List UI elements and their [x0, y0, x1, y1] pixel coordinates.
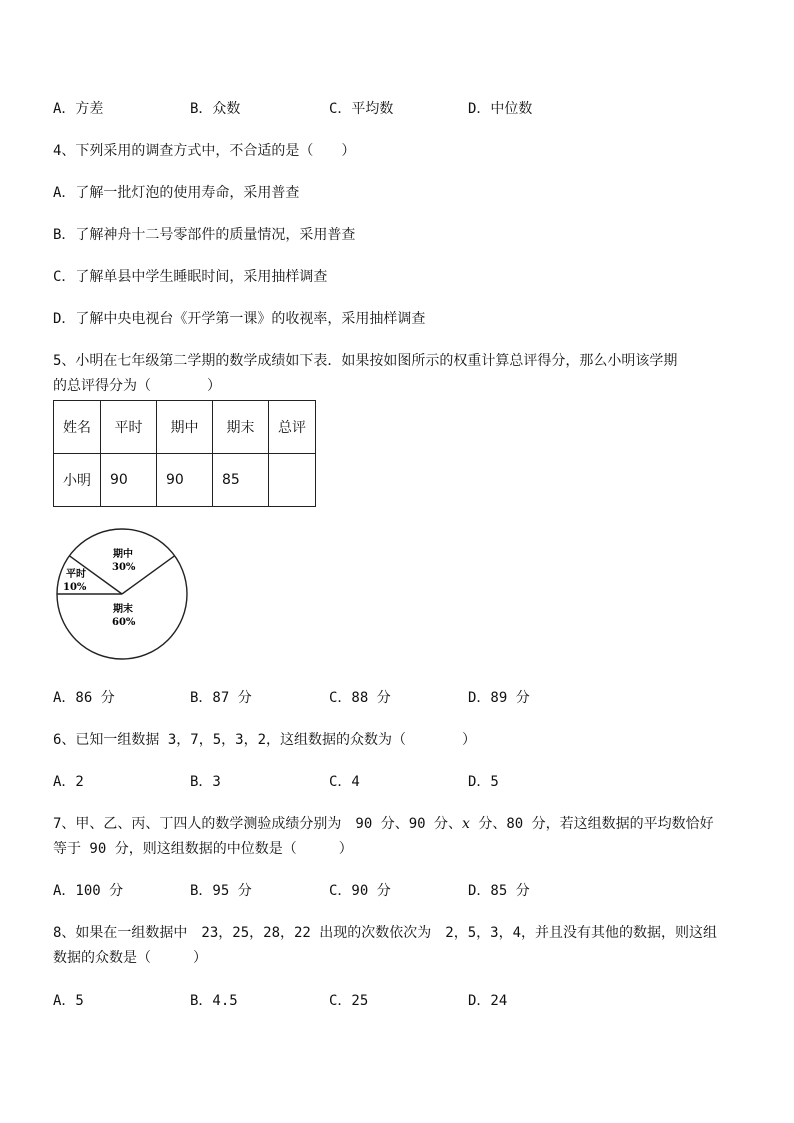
q8-stem-line1: 8、如果在一组数据中 23，25，28，22 出现的次数依次为 2，5，3，4，并且没有其他的数据，则这组 [53, 925, 717, 941]
table-cell: 小明 [54, 454, 101, 507]
q6-option-d: D．5 [468, 774, 499, 790]
q4-option-c: C．了解单县中学生睡眠时间，采用抽样调查 [53, 269, 328, 285]
q6-stem: 6、已知一组数据 3，7，5，3，2，这组数据的众数为（ ） [53, 732, 476, 748]
q5-option-a: A．86 分 [53, 690, 115, 706]
q5-option-d: D．89 分 [468, 690, 530, 706]
q4-option-d: D．了解中央电视台《开学第一课》的收视率，采用抽样调查 [53, 311, 426, 327]
q5-option-c: C．88 分 [329, 690, 391, 706]
table-header-cell: 期末 [213, 401, 269, 454]
q5-stem-line2: 的总评得分为（ ） [53, 378, 221, 394]
table-cell: 90 [157, 454, 213, 507]
q7-option-a: A．100 分 [53, 883, 124, 899]
table-header-cell: 平时 [101, 401, 157, 454]
table-row [54, 454, 316, 507]
q3-option-a: A．方差 [53, 101, 104, 117]
weight-pie-chart [55, 525, 195, 665]
q5-option-b: B．87 分 [190, 690, 252, 706]
q3-option-c: C．平均数 [329, 101, 394, 117]
q4-option-b: B．了解神舟十二号零部件的质量情况，采用普查 [53, 227, 356, 243]
q8-option-a: A．5 [53, 993, 84, 1009]
q4-option-a: A．了解一批灯泡的使用寿命，采用普查 [53, 185, 300, 201]
q3-option-b: B．众数 [190, 101, 241, 117]
table-cell: 90 [101, 454, 157, 507]
table-cell [269, 454, 316, 507]
pie-percent-qizhong: 30% [112, 562, 136, 573]
pie-label-pingshi: 平时 [66, 569, 86, 580]
q3-option-d: D．中位数 [468, 101, 533, 117]
q8-stem-line2: 数据的众数是（ ） [53, 950, 207, 966]
table-header-cell: 姓名 [54, 401, 101, 454]
q6-option-c: C．4 [329, 774, 360, 790]
pie-label-qimo: 期末 [113, 604, 133, 615]
q7-stem-pre: 7、甲、乙、丙、丁四人的数学测验成绩分别为 90 分、90 分、 [53, 816, 462, 832]
q6-option-b: B．3 [190, 774, 221, 790]
q7-option-d: D．85 分 [468, 883, 530, 899]
q7-stem-line2: 等于 90 分，则这组数据的中位数是（ ） [53, 841, 353, 857]
pie-label-qizhong: 期中 [113, 549, 133, 560]
table-cell: 85 [213, 454, 269, 507]
q4-stem: 4、下列采用的调查方式中，不合适的是（ ） [53, 143, 356, 159]
q8-option-b: B．4.5 [190, 993, 238, 1009]
q7-stem-line1 [53, 814, 714, 834]
q5-stem-line1: 5、小明在七年级第二学期的数学成绩如下表．如果按如图所示的权重计算总评得分，那么小明该学期 [53, 353, 678, 369]
q7-variable-x: x [462, 816, 470, 832]
q7-stem-post: 分、80 分，若这组数据的平均数恰好 [469, 816, 714, 832]
score-table [53, 400, 316, 507]
q8-option-d: D．24 [468, 993, 508, 1009]
table-header-cell: 期中 [157, 401, 213, 454]
table-header-cell: 总评 [269, 401, 316, 454]
pie-percent-pingshi: 10% [63, 582, 87, 593]
q8-option-c: C．25 [329, 993, 369, 1009]
q7-option-b: B．95 分 [190, 883, 252, 899]
table-header-row [54, 401, 316, 454]
pie-percent-qimo: 60% [112, 617, 136, 628]
q7-option-c: C．90 分 [329, 883, 391, 899]
q6-option-a: A．2 [53, 774, 84, 790]
